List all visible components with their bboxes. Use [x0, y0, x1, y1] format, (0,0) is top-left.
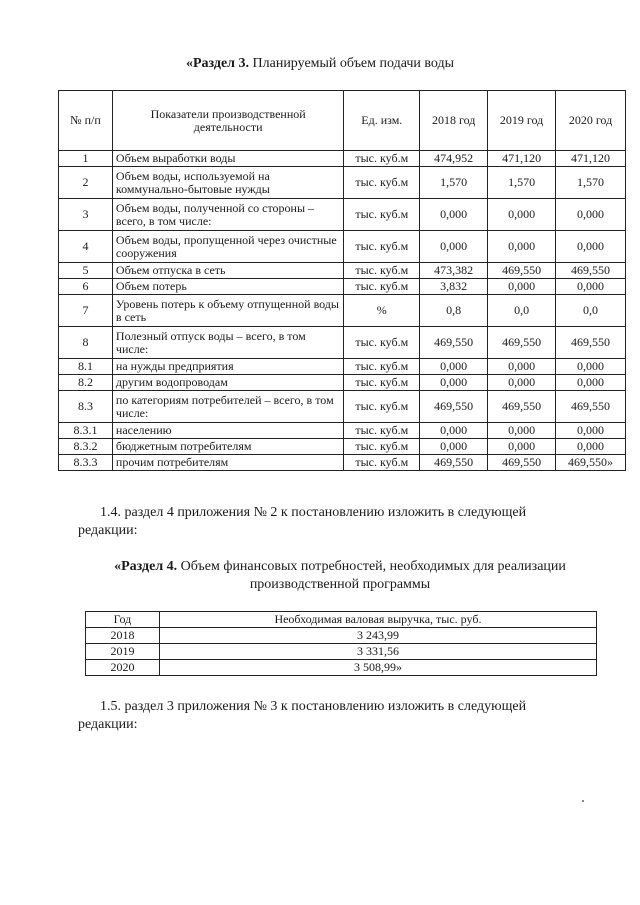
value-2018-cell: 473,382 [420, 263, 488, 279]
indicator-cell: Объем потерь [112, 279, 343, 295]
table-row [59, 199, 626, 231]
table-row [59, 167, 626, 199]
water-supply-table [58, 90, 626, 471]
year-cell: 2020 [86, 660, 160, 676]
header-unit: Ед. изм. [344, 91, 420, 151]
indicator-cell: другим водопроводам [112, 375, 343, 391]
row-num-cell: 8.2 [59, 375, 113, 391]
value-2020-cell: 0,000 [556, 359, 626, 375]
row-num-cell: 7 [59, 295, 113, 327]
header-2020: 2020 год [556, 91, 626, 151]
row-num-cell: 8.1 [59, 359, 113, 375]
table-row [59, 327, 626, 359]
financial-needs-table [85, 611, 597, 676]
table-row [59, 375, 626, 391]
table-row [59, 423, 626, 439]
value-2019-cell: 0,000 [488, 199, 556, 231]
value-2018-cell: 0,000 [420, 423, 488, 439]
value-2020-cell: 0,000 [556, 423, 626, 439]
value-2020-cell: 469,550 [556, 327, 626, 359]
value-2018-cell: 0,000 [420, 231, 488, 263]
paragraph-1-5-line1: 1.5. раздел 3 приложения № 3 к постановлению изложить в следующей [100, 699, 527, 714]
paragraph-1-5-line2: редакции: [78, 717, 138, 732]
value-2020-cell: 0,000 [556, 439, 626, 455]
value-2019-cell: 471,120 [488, 151, 556, 167]
value-2020-cell: 0,000 [556, 231, 626, 263]
unit-cell: тыс. куб.м [344, 231, 420, 263]
row-num-cell: 8.3.1 [59, 423, 113, 439]
value-2019-cell: 0,000 [488, 359, 556, 375]
value-2020-cell: 469,550» [556, 455, 626, 471]
revenue-cell: 3 331,56 [159, 644, 596, 660]
header-2018: 2018 год [420, 91, 488, 151]
row-num-cell: 1 [59, 151, 113, 167]
value-2018-cell: 469,550 [420, 391, 488, 423]
value-2018-cell: 1,570 [420, 167, 488, 199]
value-2020-cell: 469,550 [556, 263, 626, 279]
value-2020-cell: 0,000 [556, 279, 626, 295]
section4-title [60, 558, 620, 594]
indicator-cell: прочим потребителям [112, 455, 343, 471]
row-num-cell: 8.3.2 [59, 439, 113, 455]
paragraph-1-4 [78, 504, 605, 540]
table-row [86, 644, 597, 660]
revenue-cell: 3 508,99» [159, 660, 596, 676]
section3-title [0, 56, 640, 72]
indicator-cell: Объем воды, пропущенной через очистные сооружения [112, 231, 343, 263]
value-2018-cell: 0,8 [420, 295, 488, 327]
value-2018-cell: 469,550 [420, 327, 488, 359]
year-cell: 2018 [86, 628, 160, 644]
value-2019-cell: 0,0 [488, 295, 556, 327]
row-num-cell: 8 [59, 327, 113, 359]
section4-title-rest: Объем финансовых потребностей, необходимых для реализации [177, 559, 566, 574]
header-indicator: Показатели производственной деятельности [112, 91, 343, 151]
unit-cell: тыс. куб.м [344, 199, 420, 231]
value-2020-cell: 0,0 [556, 295, 626, 327]
value-2018-cell: 474,952 [420, 151, 488, 167]
value-2020-cell: 0,000 [556, 199, 626, 231]
value-2019-cell: 469,550 [488, 327, 556, 359]
section3-title-bold: «Раздел 3. [185, 56, 250, 71]
section3-title-rest: Планируемый объем подачи воды [249, 56, 455, 71]
row-num-cell: 5 [59, 263, 113, 279]
table-row [59, 295, 626, 327]
unit-cell: тыс. куб.м [344, 327, 420, 359]
value-2018-cell: 0,000 [420, 359, 488, 375]
unit-cell: тыс. куб.м [344, 263, 420, 279]
value-2018-cell: 469,550 [420, 455, 488, 471]
unit-cell: тыс. куб.м [344, 439, 420, 455]
table-header-row [59, 91, 626, 151]
row-num-cell: 3 [59, 199, 113, 231]
unit-cell: тыс. куб.м [344, 167, 420, 199]
section4-title-line2: производственной программы [249, 577, 431, 592]
value-2019-cell: 0,000 [488, 439, 556, 455]
value-2019-cell: 0,000 [488, 423, 556, 439]
value-2020-cell: 469,550 [556, 391, 626, 423]
unit-cell: тыс. куб.м [344, 375, 420, 391]
row-num-cell: 8.3 [59, 391, 113, 423]
indicator-cell: Полезный отпуск воды – всего, в том числе: [112, 327, 343, 359]
value-2020-cell: 471,120 [556, 151, 626, 167]
value-2020-cell: 0,000 [556, 375, 626, 391]
row-num-cell: 4 [59, 231, 113, 263]
indicator-cell: Объем выработки воды [112, 151, 343, 167]
indicator-cell: Объем воды, используемой на коммунально-бытовые нужды [112, 167, 343, 199]
indicator-cell: Объем отпуска в сеть [112, 263, 343, 279]
section4-title-bold: «Раздел 4. [114, 559, 178, 574]
indicator-cell: Уровень потерь к объему отпущенной воды в сеть [112, 295, 343, 327]
row-num-cell: 8.3.3 [59, 455, 113, 471]
table-row [59, 455, 626, 471]
scan-speck [582, 800, 584, 802]
value-2019-cell: 0,000 [488, 231, 556, 263]
paragraph-1-5 [78, 698, 605, 734]
unit-cell: тыс. куб.м [344, 279, 420, 295]
table-row [59, 359, 626, 375]
value-2019-cell: 0,000 [488, 279, 556, 295]
table-row [86, 660, 597, 676]
value-2020-cell: 1,570 [556, 167, 626, 199]
row-num-cell: 2 [59, 167, 113, 199]
table-row [59, 263, 626, 279]
value-2018-cell: 0,000 [420, 199, 488, 231]
indicator-cell: на нужды предприятия [112, 359, 343, 375]
value-2019-cell: 1,570 [488, 167, 556, 199]
indicator-cell: населению [112, 423, 343, 439]
row-num-cell: 6 [59, 279, 113, 295]
table-row [59, 151, 626, 167]
header-year: Год [86, 612, 160, 628]
paragraph-1-4-line2: редакции: [78, 523, 138, 538]
header-revenue: Необходимая валовая выручка, тыс. руб. [159, 612, 596, 628]
value-2019-cell: 469,550 [488, 263, 556, 279]
unit-cell: тыс. куб.м [344, 423, 420, 439]
value-2019-cell: 0,000 [488, 375, 556, 391]
unit-cell: тыс. куб.м [344, 359, 420, 375]
value-2018-cell: 0,000 [420, 439, 488, 455]
unit-cell: тыс. куб.м [344, 151, 420, 167]
value-2019-cell: 469,550 [488, 391, 556, 423]
indicator-cell: по категориям потребителей – всего, в том числе: [112, 391, 343, 423]
table-row [86, 628, 597, 644]
paragraph-1-4-line1: 1.4. раздел 4 приложения № 2 к постановлению изложить в следующей [100, 505, 527, 520]
table-row [59, 391, 626, 423]
unit-cell: тыс. куб.м [344, 455, 420, 471]
table-header-row [86, 612, 597, 628]
unit-cell: % [344, 295, 420, 327]
year-cell: 2019 [86, 644, 160, 660]
revenue-cell: 3 243,99 [159, 628, 596, 644]
value-2019-cell: 469,550 [488, 455, 556, 471]
header-num: № п/п [59, 91, 113, 151]
water-supply-table-body [59, 151, 626, 471]
value-2018-cell: 3,832 [420, 279, 488, 295]
table-row [59, 231, 626, 263]
table-row [59, 279, 626, 295]
indicator-cell: Объем воды, полученной со стороны – всего, в том числе: [112, 199, 343, 231]
value-2018-cell: 0,000 [420, 375, 488, 391]
table-row [59, 439, 626, 455]
header-2019: 2019 год [488, 91, 556, 151]
indicator-cell: бюджетным потребителям [112, 439, 343, 455]
unit-cell: тыс. куб.м [344, 391, 420, 423]
